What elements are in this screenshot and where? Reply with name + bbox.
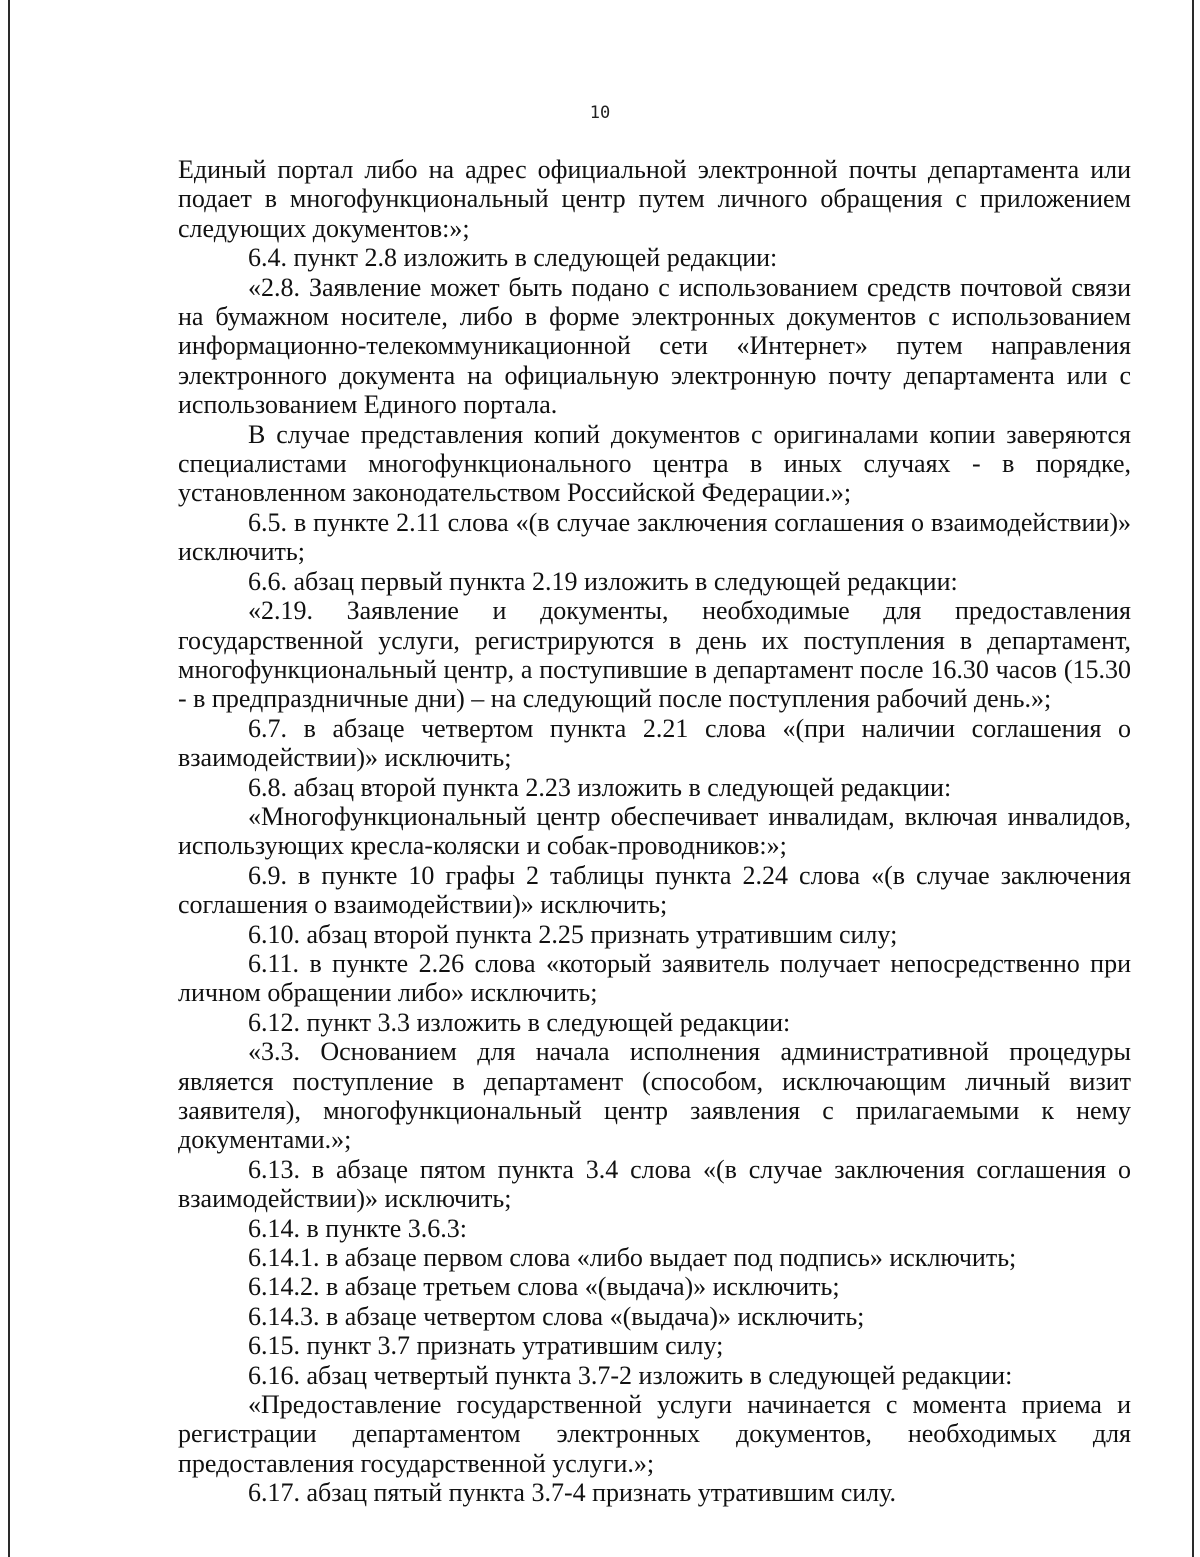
scan-left-edge bbox=[8, 0, 10, 1557]
paragraph: 6.11. в пункте 2.26 слова «который заявитель получает непосредственно при личном обращении либо» исключить; bbox=[178, 948, 1131, 1008]
paragraph: «3.3. Основанием для начала исполнения административной процедуры является поступление в департамент (способом, исключающим личный визит заявителя), многофункциональный центр заявления с прилагаемыми к нему документами.»; bbox=[178, 1037, 1131, 1155]
page-number: 10 bbox=[589, 103, 611, 123]
paragraph: 6.15. пункт 3.7 признать утратившим силу; bbox=[248, 1331, 724, 1361]
paragraph: 6.12. пункт 3.3 изложить в следующей редакции: bbox=[248, 1007, 791, 1037]
paragraph: 6.7. в абзаце четвертом пункта 2.21 слова «(при наличии соглашения о взаимодействии)» исключить; bbox=[178, 713, 1131, 773]
paragraph: «Предоставление государственной услуги начинается с момента приема и регистрации департаментом электронных документов, необходимых для предоставления государственной услуги.»; bbox=[178, 1390, 1131, 1478]
document-body bbox=[178, 155, 1131, 1508]
paragraph: 6.5. в пункте 2.11 слова «(в случае заключения соглашения о взаимодействии)» исключить; bbox=[178, 507, 1131, 567]
paragraph: 6.6. абзац первый пункта 2.19 изложить в следующей редакции: bbox=[248, 566, 958, 596]
paragraph: 6.10. абзац второй пункта 2.25 признать утратившим силу; bbox=[248, 919, 898, 949]
paragraph: В случае представления копий документов с оригиналами копии заверяются специалистами многофункционального центра в иных случаях - в порядке, установленном законодательством Российской Федерации.»; bbox=[178, 419, 1131, 508]
paragraph: Единый портал либо на адрес официальной электронной почты департамента или подает в многофункциональный центр путем личного обращения с приложением следующих документов:»; bbox=[178, 155, 1131, 243]
scan-right-edge bbox=[1192, 0, 1194, 1557]
paragraph: 6.14.1. в абзаце первом слова «либо выдает под подпись» исключить; bbox=[248, 1243, 1017, 1273]
paragraph: 6.14. в пункте 3.6.3: bbox=[248, 1213, 468, 1243]
paragraph: 6.9. в пункте 10 графы 2 таблицы пункта 2.24 слова «(в случае заключения соглашения о взаимодействии)» исключить; bbox=[178, 860, 1131, 920]
paragraph: 6.17. абзац пятый пункта 3.7-4 признать утратившим силу. bbox=[248, 1478, 897, 1508]
paragraph: 6.14.2. в абзаце третьем слова «(выдача)» исключить; bbox=[248, 1272, 840, 1302]
paragraph: 6.14.3. в абзаце четвертом слова «(выдача)» исключить; bbox=[248, 1301, 865, 1331]
paragraph: 6.16. абзац четвертый пункта 3.7-2 изложить в следующей редакции: bbox=[248, 1360, 1013, 1390]
paragraph: 6.8. абзац второй пункта 2.23 изложить в следующей редакции: bbox=[248, 772, 952, 802]
paragraph: 6.13. в абзаце пятом пункта 3.4 слова «(в случае заключения соглашения о взаимодействии)» исключить; bbox=[178, 1154, 1131, 1214]
paragraph: «2.19. Заявление и документы, необходимые для предоставления государственной услуги, регистрируются в день их поступления в департамент, многофункциональный центр, а поступившие в департамент после 16.30 часов (15.30 - в предпраздничные дни) – на следующий после поступления рабочий день.»; bbox=[178, 596, 1131, 714]
paragraph: «Многофункциональный центр обеспечивает инвалидам, включая инвалидов, использующих кресла-коляски и собак-проводников:»; bbox=[178, 801, 1131, 861]
paragraph: 6.4. пункт 2.8 изложить в следующей редакции: bbox=[248, 243, 778, 273]
paragraph: «2.8. Заявление может быть подано с использованием средств почтовой связи на бумажном носителе, либо в форме электронных документов с использованием информационно-телекоммуникационной сети «Интернет» путем направления электронного документа на официальную электронную почту департамента или с использованием Единого портала. bbox=[178, 272, 1131, 420]
